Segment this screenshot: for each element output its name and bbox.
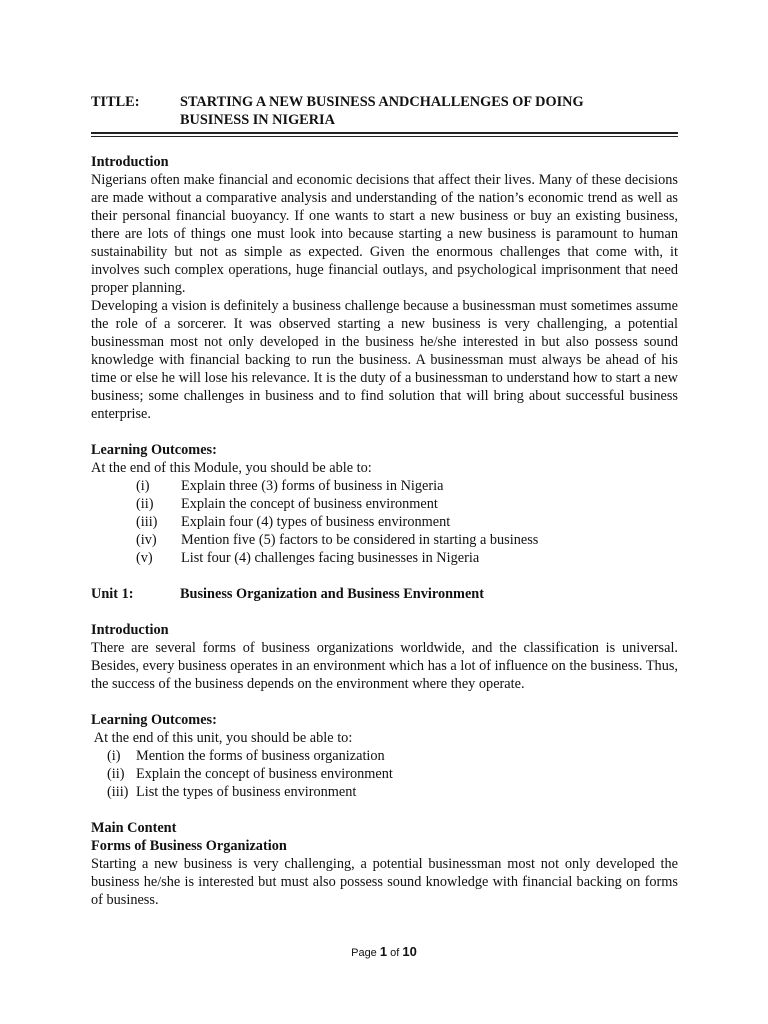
intro-paragraph-2: Developing a vision is definitely a business challenge because a businessman must sometimes assume the role of a sorcerer. It was observed starting a new business is very challenging, a potential businessman most not only developed in the business he/she interested in but also possess sound knowledge with financial backing to run the business. A businessman must always be ahead of his time or else he will lose his relevance. It is the duty of a businessman to understand how to start a new business; some challenges in business and to find solution that will bring about successful business enterprise. [91, 298, 678, 422]
title-block [91, 93, 678, 129]
list-item [91, 783, 678, 801]
unit-intro-paragraph: There are several forms of business organizations worldwide, and the classification is universal. Besides, every business operates in an environment which has a lot of influence on the business. Thus, the success of the business depends on the environment where they operate. [91, 640, 678, 692]
list-item-number: (iii) [107, 784, 129, 800]
module-outcomes-lead: At the end of this Module, you should be able to: [91, 460, 372, 476]
module-outcomes-list [91, 477, 678, 567]
list-item-text: List four (4) challenges facing businesses in Nigeria [181, 550, 480, 566]
unit-outcomes-lead: At the end of this unit, you should be able to: [91, 730, 353, 746]
intro-heading: Introduction [91, 154, 169, 170]
unit-outcomes-heading: Learning Outcomes: [91, 712, 217, 728]
list-item-text: Explain the concept of business environment [136, 766, 393, 782]
list-item-text: Explain the concept of business environment [181, 496, 438, 512]
footer-of-word: of [390, 947, 400, 959]
list-item-number: (v) [136, 550, 153, 566]
unit-outcomes-list [91, 747, 678, 801]
footer-page-total: 10 [402, 944, 417, 959]
list-item-number: (ii) [107, 766, 125, 782]
footer-page-number: 1 [379, 944, 388, 959]
footer-page-word: Page [351, 947, 377, 959]
title-label: TITLE: [91, 94, 140, 110]
list-item-number: (iii) [136, 514, 158, 530]
list-item-text: Explain four (4) types of business environment [181, 514, 451, 530]
list-item [91, 477, 678, 495]
main-content-heading: Main Content [91, 820, 177, 836]
list-item-number: (i) [107, 748, 121, 764]
list-item-number: (i) [136, 478, 150, 494]
unit-intro-heading: Introduction [91, 622, 169, 638]
document-body [91, 93, 678, 909]
title-text [180, 93, 678, 129]
list-item [91, 765, 678, 783]
forms-subheading: Forms of Business Organization [91, 838, 287, 854]
list-item-text: Explain three (3) forms of business in Nigeria [181, 478, 444, 494]
module-outcomes-heading: Learning Outcomes: [91, 442, 217, 458]
list-item-number: (iv) [136, 532, 157, 548]
list-item [91, 531, 678, 549]
unit-title: Business Organization and Business Environment [180, 586, 485, 602]
unit-label: Unit 1: [91, 586, 134, 602]
title-line-2: BUSINESS IN NIGERIA [180, 112, 335, 128]
unit-heading [91, 585, 678, 603]
list-item-text: Mention five (5) factors to be considered in starting a business [181, 532, 539, 548]
list-item [91, 495, 678, 513]
page-footer [0, 944, 768, 959]
list-item-number: (ii) [136, 496, 154, 512]
main-content-paragraph: Starting a new business is very challenging, a potential businessman most not only developed the business he/she is interested but must also possess sound knowledge with financial backing on forms of business. [91, 856, 678, 908]
list-item [91, 747, 678, 765]
title-line-1: STARTING A NEW BUSINESS ANDCHALLENGES OF DOING [180, 94, 584, 110]
list-item-text: Mention the forms of business organization [136, 748, 385, 764]
list-item [91, 549, 678, 567]
list-item-text: List the types of business environment [136, 784, 357, 800]
list-item [91, 513, 678, 531]
intro-paragraph-1: Nigerians often make financial and economic decisions that affect their lives. Many of these decisions are made without a comparative analysis and understanding of the nation’s economic trend as well as their personal financial buoyancy. If one wants to start a new business or buy an existing business, there are lots of things one must look into because starting a new business is paramount to human sustainability but not as simple as expected. Given the enormous challenges that come with, it involves such complex operations, huge financial outlays, and psychological imprisonment that need proper planning. [91, 172, 678, 296]
